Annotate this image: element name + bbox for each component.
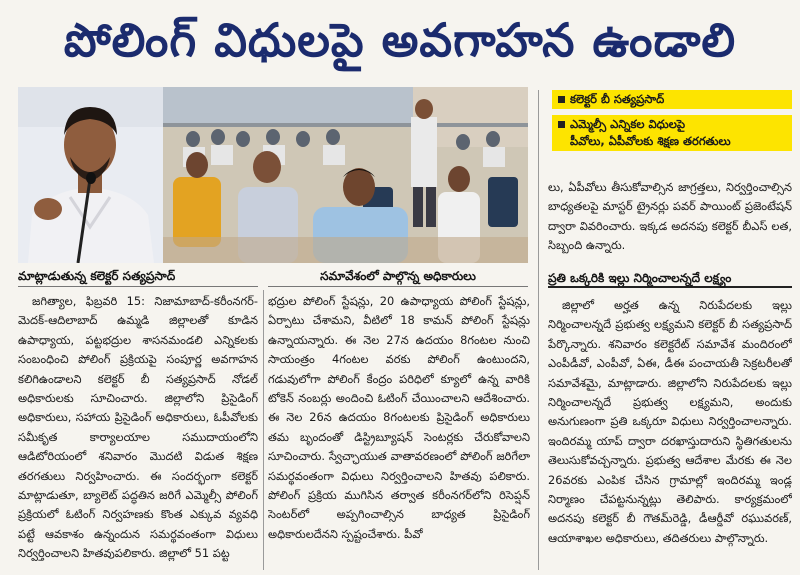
- article-text: జగిత్యాల, ఫిబ్రవరి 15: నిజామాబాద్-కరీంనగర్-మెదక్-ఆదిలాబాద్ ఉమ్మడి జిల్లాలతో కూడిన ఉపాధ్యాయ, పట్టభద్రుల శాసనమండలి ఎన్నికలకు సంబంధించి పోలింగ్ ప్రక్రియపై సంపూర్ణ అవగాహన కలిగిఉండాలని కలెక్టర్ బీ సత్యప్రసాద్ నోడల్ అధికారులకు సూచించారు. జిల్లాలోని ప్రిసైడింగ్ అధికారులు, సహాయ ప్రిసైడింగ్ అధికారులు, ఓపీవోలకు సమీకృత కార్యాలయాల సముదాయంలోని ఆడిటోరియంలో శనివారం మొదటి విడుత శిక్షణ తరగతులు నిర్వహించారు. ఈ సందర్భంగా కలెక్టర్ మాట్లాడుతూ, బ్యాలెట్ పద్ధతిన జరిగే ఎమ్మెల్సీ పోలింగ్ ప్రక్రియలో ఓటింగ్ నిర్వహణకు కొంత ఎక్కువ వ్యవధి పట్టే ఆవకాశం ఉన్నందున సమర్థవంతంగా విధులు నిర్వర్తించాలని హితవుపలికారు. జిల్లాలో 51 పట్ట: [18, 294, 258, 561]
- bullet-list: [552, 90, 792, 157]
- meeting-photo: [163, 87, 528, 263]
- bullet-collector: [552, 90, 792, 109]
- bullet-text: పీవోలు, ఏపీవోలకు శిక్షణ తరగతులు: [570, 134, 731, 148]
- bullet-training: [552, 115, 792, 151]
- column-divider: [538, 90, 539, 570]
- article-column-1: [18, 292, 258, 575]
- square-bullet-icon: [558, 121, 565, 128]
- photo-caption-meeting: సమావేశంలో పాల్గొన్న అధికారులు: [268, 268, 528, 287]
- headline: పోలింగ్ విధులపై అవగాహన ఉండాలి: [63, 13, 737, 67]
- sub-headline: ప్రతి ఒక్కరికి ఇల్లు నిర్మించాలన్నదే లక్ష్యం: [548, 270, 792, 288]
- photo-caption-speaker: మాట్లాడుతున్న కలెక్టర్ సత్యప్రసాద్: [18, 268, 258, 287]
- square-bullet-icon: [558, 96, 565, 103]
- bullet-text: కలెక్టర్ బీ సత్యప్రసాద్: [570, 92, 665, 106]
- article-text: భద్రుల పోలింగ్ స్టేషన్లు, 20 ఉపాధ్యాయ పోలింగ్ స్టేషన్లు, ఏర్పాటు చేశామని, వీటిలో 18 కామన్ పోలింగ్ స్టేషన్లు ఉన్నాయన్నారు. ఈ నెల 27న ఉదయం 8గంటల నుంచి సాయంత్రం 4గంటల వరకు పోలింగ్ ఉంటుందని, గడువులోగా పోలింగ్ కేంద్రం పరిధిలో క్యూలో ఉన్న వారికి టోకెన్ నంబర్లు అందించి ఓటింగ్ చేయించాలని ఆదేశించారు. ఈ నెల 26న ఉదయం 8గంటలకు ప్రిసైడింగ్ అధికారులు తమ బృందంతో డిస్ట్రిబ్యూషన్ సెంటర్లకు చేరుకోవాలని సూచించారు. స్వేచ్ఛాయుత వాతావరణంలో పోలింగ్ జరిగేలా సమర్థవంతంగా విధులు నిర్వర్తించాలని హితవు పలికారు. పోలింగ్ ప్రక్రియ ముగిసిన తర్వాత కరీంనగర్‌లోని రిసెప్షన్ సెంటర్‌లో అప్పగించాల్సిన బాధ్యత ప్రిసైడింగ్ అధికారులదేనని స్పష్టంచేశారు. పీవో: [268, 294, 530, 541]
- article-column-3-top: [548, 178, 792, 264]
- bullet-text: ఎమ్మెల్సీ ఎన్నికల విధులపై: [570, 117, 686, 131]
- article-column-2: [268, 292, 530, 575]
- article-column-3: [548, 296, 792, 575]
- article-text: లు, ఏపీవోలు తీసుకోవాల్సిన జాగ్రత్తలు, నిర్వర్తించాల్సిన బాధ్యతలపై మాస్టర్ ట్రైనర్లు పవర్ పాయింట్ ప్రజెంటేషన్ ద్వారా వివరించారు. ఇక్కడ అదనపు కలెక్టర్ బీఎస్ లత, సిబ్బంది ఉన్నారు.: [548, 180, 792, 253]
- article-text: జిల్లాలో అర్హత ఉన్న నిరుపేదలకు ఇల్లు నిర్మించాలన్నదే ప్రభుత్వ లక్ష్యమని కలెక్టర్ బీ సత్యప్రసాద్ పేర్కొన్నారు. శనివారం కలెక్టరేట్ సమావేశ మందిరంలో ఎంపీడీవో, ఎంపీవో, ఏఈ, డీఈ పంచాయతీ సెక్రటరీలతో సమావేశమై, మాట్లాడారు. జిల్లాలోని నిరుపేదలకు ఇల్లు నిర్మించాలన్నదే ప్రభుత్వ లక్ష్యమని, అందుకు అనుగుణంగా ప్రతి ఒక్కరూ విధులు నిర్వర్తించాలన్నారు. ఇందిరమ్మ యాప్ ద్వారా దరఖాస్తుదారుని స్థితిగతులను తెలుసుకోవచ్చన్నారు. ప్రభుత్వ ఆదేశాల మేరకు ఈ నెల 26వరకు ఎంపిక చేసిన గ్రామాల్లో ఇందిరమ్మ ఇండ్ల నిర్మాణం చేపట్టనున్నట్లు తెలిపారు. కార్యక్రమంలో అదనపు కలెక్టర్ బీ గౌతమ్‌రెడ్డి, డీఆర్డీవో రఘువరణ్, ఆయాశాఖల అధికారులు, తదితరులు పాల్గొన్నారు.: [548, 298, 792, 545]
- speaker-photo: [18, 87, 163, 263]
- column-divider: [263, 290, 264, 570]
